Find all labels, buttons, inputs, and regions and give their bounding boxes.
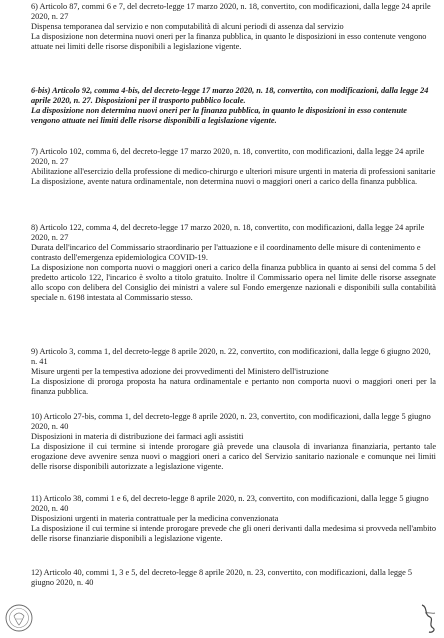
section-note: La disposizione non comporta nuovi o maggiori oneri a carico della finanza pubblica in quanto ai sensi del comma 5 del predetto articolo 122, l'incarico è svolto a titolo gratuito. Inoltre il Commissario opera nel limite delle risorse assegnate allo scopo con delibera del Consiglio dei ministri a valere sul Fondo emergenze nazionali e disponibili sulla contabilità speciale n. 6198 intestata al Commissario stesso. — [31, 263, 436, 302]
section-note: La disposizione non determina nuovi oneri per la finanza pubblica, in quanto le disposizioni in esso contenute vengono attuate nei limiti delle risorse disponibili a legislazione vigente. — [31, 32, 427, 51]
section-note: La disposizione non determina nuovi oneri per la finanza pubblica, in quanto le disposizioni in esso contenute vengono attuate nei limiti delle risorse disponibili a legislazione vigente. — [31, 106, 407, 125]
section-note: La disposizione, avente natura ordinamentale, non determina nuovi o maggiori oneri a carico della finanza pubblica. — [31, 177, 418, 186]
section-9 — [31, 347, 436, 397]
signature-mark-icon — [418, 601, 440, 635]
section-note: La disposizione il cui termine si intende prorogare prevede che gli oneri derivanti dalla medesima si provveda nell'ambito delle risorse finanziarie disponibili a legislazione vigente. — [31, 524, 436, 543]
section-heading: 11) Articolo 38, commi 1 e 6, del decreto-legge 8 aprile 2020, n. 23, convertito, con modificazioni, dalla legge 5 giugno 2020, n. 40 — [31, 494, 429, 513]
section-heading: 7) Articolo 102, comma 6, del decreto-legge 17 marzo 2020, n. 18, convertito, con modificazioni, dalla legge 24 aprile 2020, n. 27 — [31, 147, 425, 166]
section-subject: Dispensa temporanea dal servizio e non computabilità di alcuni periodi di assenza dal servizio — [31, 22, 344, 31]
section-subject: Misure urgenti per la tempestiva adozione dei provvedimenti del Ministero dell'istruzione — [31, 367, 329, 376]
section-subject: Abilitazione all'esercizio della professione di medico-chirurgo e ulteriori misure urgenti in materia di professioni sanitarie — [31, 167, 436, 176]
section-subject: Disposizioni urgenti in materia contrattuale per la medicina convenzionata — [31, 514, 279, 523]
section-7 — [31, 147, 436, 187]
section-6-bis — [31, 86, 436, 126]
section-note: La disposizione il cui termine si intende prorogare già prevede una clausola di invarianza finanziaria, pertanto tale erogazione deve avvenire senza nuovi o maggiori oneri a carico del Servizio sanitario nazionale e comunque nei limiti delle risorse disponibili autorizzate a legislazione vigente. — [31, 442, 436, 471]
section-10 — [31, 412, 436, 472]
official-seal-icon — [4, 602, 34, 634]
section-subject: Disposizioni in materia di distribuzione dei farmaci agli assistiti — [31, 432, 244, 441]
section-heading: 8) Articolo 122, comma 4, del decreto-legge 17 marzo 2020, n. 18, convertito, con modificazioni, dalla legge 24 aprile 2020, n. 27 — [31, 223, 425, 242]
section-heading: 12) Articolo 40, commi 1, 3 e 5, del decreto-legge 8 aprile 2020, n. 23, convertito, con modificazioni, dalla legge 5 giugno 2020, n. 40 — [31, 568, 413, 587]
section-11 — [31, 494, 436, 544]
section-8 — [31, 223, 436, 303]
section-note: La disposizione di proroga proposta ha natura ordinamentale e pertanto non comporta nuovi o maggiori oneri per la finanza pubblica. — [31, 377, 436, 396]
section-6 — [31, 2, 436, 52]
section-heading: 6-bis) Articolo 92, comma 4-bis, del decreto-legge 17 marzo 2020, n. 18, convertito, con modificazioni, dalla legge 24 aprile 2020, n. 27. Disposizioni per il trasporto pubblico locale. — [31, 86, 429, 105]
section-subject: Durata dell'incarico del Commissario straordinario per l'attuazione e il coordinamento delle misure di contenimento e contrasto dell'emergenza epidemiologica COVID-19. — [31, 243, 421, 262]
section-heading: 6) Articolo 87, commi 6 e 7, del decreto-legge 17 marzo 2020, n. 18, convertito, con modificazioni, dalla legge 24 aprile 2020, n. 27 — [31, 2, 431, 21]
section-12 — [31, 568, 436, 588]
section-heading: 9) Articolo 3, comma 1, del decreto-legge 8 aprile 2020, n. 22, convertito, con modificazioni, dalla legge 6 giugno 2020, n. 41 — [31, 347, 431, 366]
section-heading: 10) Articolo 27-bis, comma 1, del decreto-legge 8 aprile 2020, n. 23, convertito, con modificazioni, dalla legge 5 giugno 2020, n. 40 — [31, 412, 431, 431]
